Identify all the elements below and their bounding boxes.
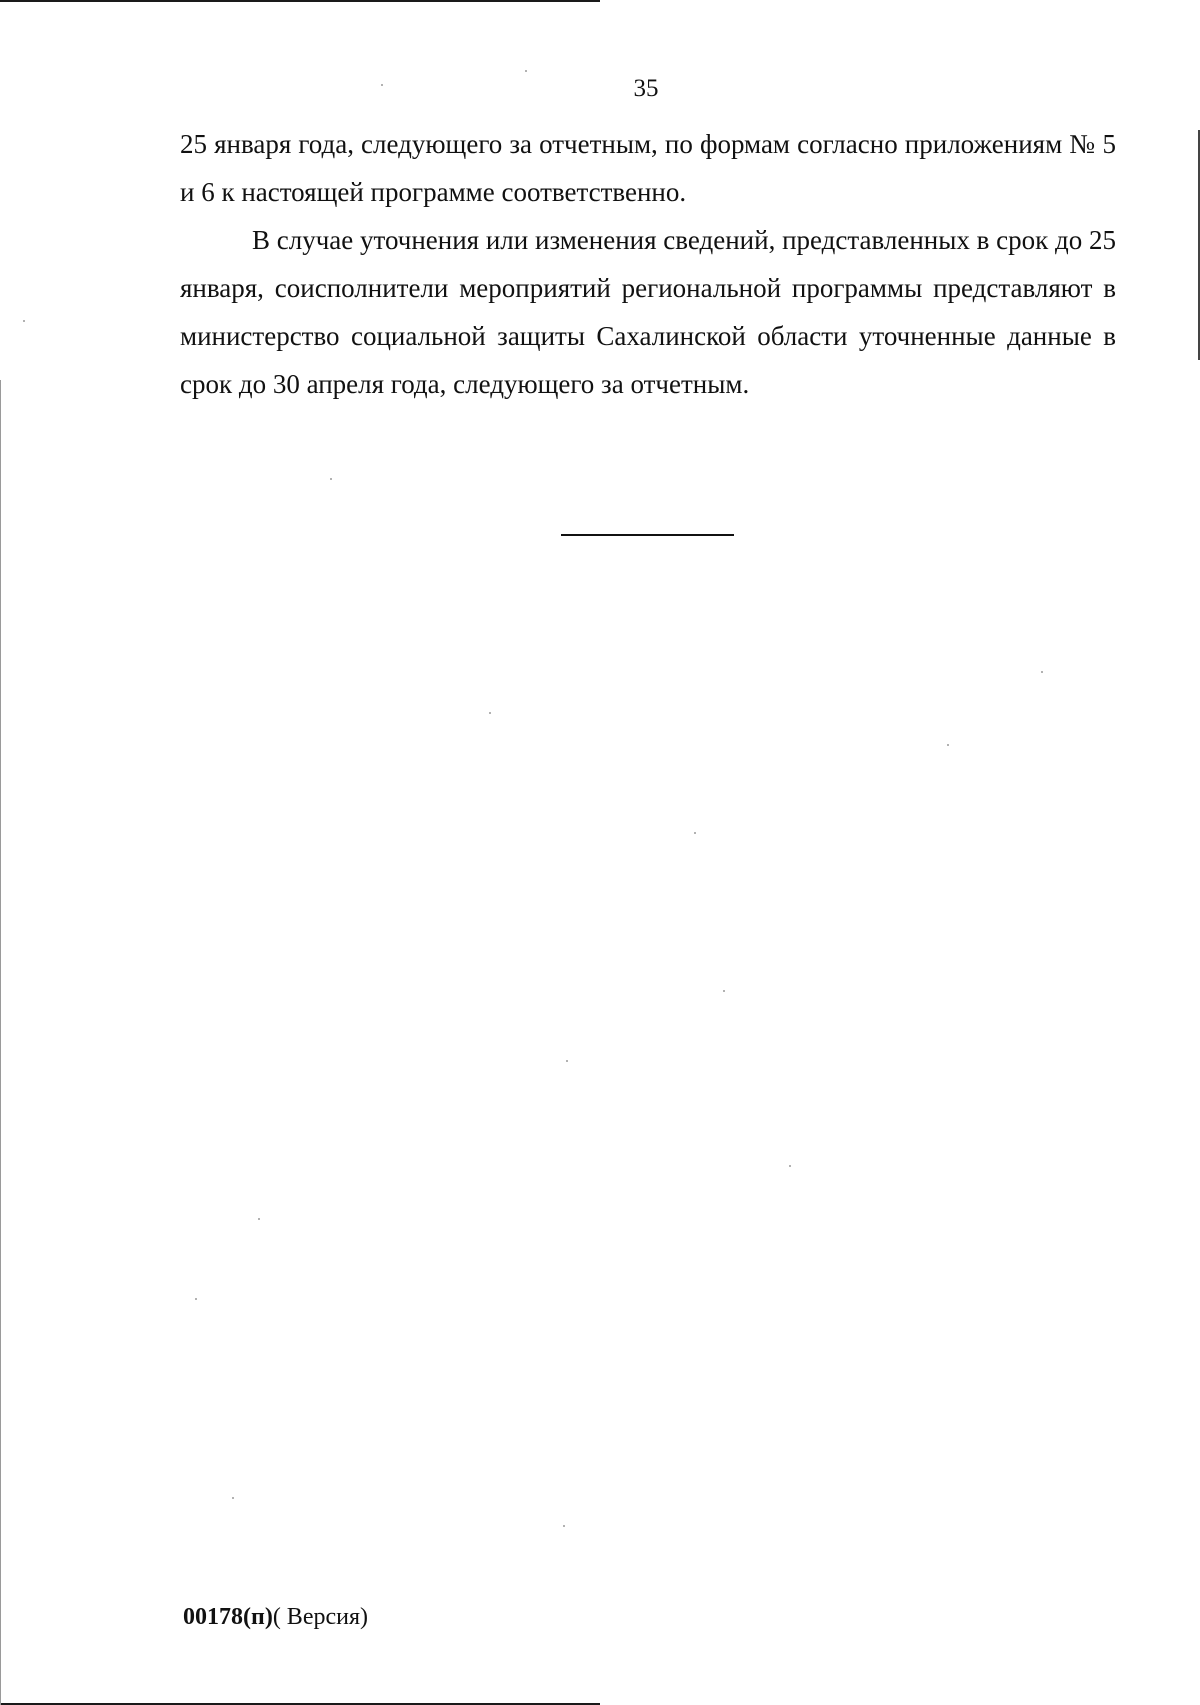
scan-edge-left bbox=[0, 380, 1, 1705]
scan-speck bbox=[232, 1497, 234, 1499]
scan-speck bbox=[23, 320, 25, 322]
scan-speck bbox=[789, 1165, 791, 1167]
scan-speck bbox=[195, 1298, 197, 1300]
scan-speck bbox=[723, 990, 725, 992]
footer-version-label: ( Версия) bbox=[272, 1604, 368, 1630]
scan-speck bbox=[489, 712, 491, 714]
end-of-text-rule bbox=[561, 534, 734, 536]
scan-speck bbox=[381, 84, 383, 86]
scan-speck bbox=[525, 70, 527, 72]
scan-speck bbox=[1041, 671, 1043, 673]
paragraph-continuation: 25 января года, следующего за отчетным, по формам согласно приложениям № 5 и 6 к настоящей программе соответственно. bbox=[180, 129, 1116, 207]
paragraph-clarification: В случае уточнения или изменения сведений, представленных в срок до 25 января, соисполнители мероприятий региональной программы представляют в министерство социальной защиты Сахалинской области уточненные данные в срок до 30 апреля года, следующего за отчетным. bbox=[180, 225, 1116, 399]
document-body bbox=[180, 120, 1116, 408]
scan-speck bbox=[330, 478, 332, 480]
scan-speck bbox=[694, 832, 696, 834]
scan-edge-top bbox=[0, 0, 600, 2]
footer-document-code bbox=[183, 1602, 368, 1632]
scan-speck bbox=[258, 1218, 260, 1220]
footer-code-number: 00178(п) bbox=[183, 1604, 273, 1630]
scan-speck bbox=[566, 1060, 568, 1062]
scan-speck bbox=[563, 1525, 565, 1527]
scan-speck bbox=[947, 744, 949, 746]
page-number: 35 bbox=[633, 75, 659, 102]
